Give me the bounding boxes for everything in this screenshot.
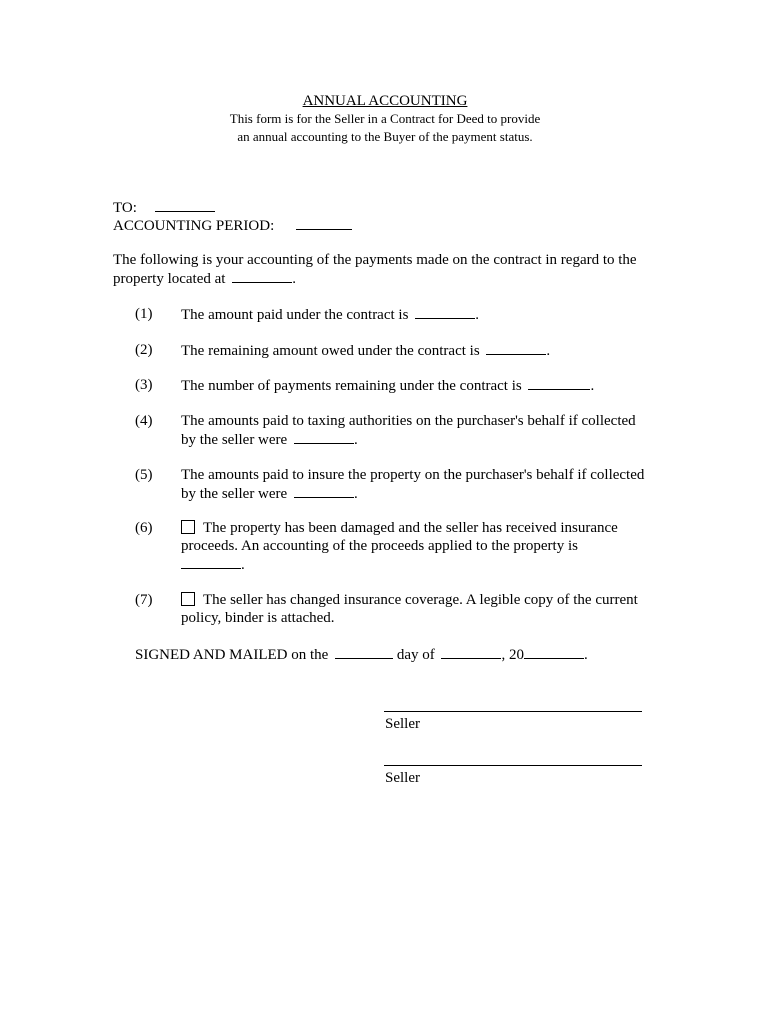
item-4-line-2 bbox=[181, 431, 358, 449]
taxes-paid-blank[interactable] bbox=[294, 431, 354, 444]
coverage-change-checkbox[interactable] bbox=[181, 592, 195, 606]
item-6-line-1-text: The property has been damaged and the seller has received insurance bbox=[203, 520, 618, 536]
proceeds-applied-blank[interactable] bbox=[181, 556, 241, 569]
item-3-number: (3) bbox=[135, 377, 153, 393]
damage-checkbox[interactable] bbox=[181, 520, 195, 534]
item-3 bbox=[181, 377, 594, 395]
intro-line-2-suffix: . bbox=[292, 271, 296, 287]
item-5-line-2 bbox=[181, 485, 358, 503]
seller-signature-line-2[interactable] bbox=[384, 765, 642, 766]
item-6-number: (6) bbox=[135, 520, 153, 536]
item-4-line-1: The amounts paid to taxing authorities on the purchaser's behalf if collected bbox=[181, 413, 636, 429]
item-2 bbox=[181, 342, 550, 360]
item-6-line-1 bbox=[181, 520, 618, 537]
day-of-label: day of bbox=[396, 647, 435, 663]
item-4-suffix: . bbox=[353, 432, 358, 448]
item-7-line-2: policy, binder is attached. bbox=[181, 610, 335, 626]
item-1-text: The amount paid under the contract is bbox=[181, 307, 409, 323]
to-label: TO: bbox=[113, 200, 137, 216]
amount-paid-blank[interactable] bbox=[415, 306, 475, 319]
item-3-suffix: . bbox=[590, 378, 595, 394]
signed-suffix: . bbox=[583, 647, 588, 663]
signed-mailed-line bbox=[135, 646, 588, 664]
signed-day-blank[interactable] bbox=[335, 646, 393, 659]
item-2-number: (2) bbox=[135, 342, 153, 358]
remaining-owed-blank[interactable] bbox=[486, 342, 546, 355]
insurance-paid-blank[interactable] bbox=[294, 485, 354, 498]
signed-year-blank[interactable] bbox=[524, 646, 584, 659]
payments-remaining-blank[interactable] bbox=[528, 377, 590, 390]
subtitle-line-1: This form is for the Seller in a Contract for Deed to provide bbox=[229, 111, 541, 126]
accounting-period-blank[interactable] bbox=[296, 217, 352, 230]
item-6-line-3 bbox=[181, 556, 245, 574]
seller-label-2: Seller bbox=[385, 770, 420, 786]
item-6-line-2: proceeds. An accounting of the proceeds applied to the property is bbox=[181, 538, 578, 554]
intro-line-2 bbox=[113, 270, 296, 288]
intro-line-2-prefix: property located at bbox=[113, 271, 226, 287]
item-5-number: (5) bbox=[135, 467, 153, 483]
item-2-suffix: . bbox=[546, 343, 551, 359]
item-3-text: The number of payments remaining under the contract is bbox=[181, 378, 522, 394]
accounting-period-label: ACCOUNTING PERIOD: bbox=[113, 218, 275, 234]
seller-label-1: Seller bbox=[385, 716, 420, 732]
accounting-period-field bbox=[113, 217, 352, 235]
item-1 bbox=[181, 306, 479, 324]
signed-mailed-prefix: SIGNED AND MAILED on the bbox=[135, 647, 329, 663]
to-field bbox=[113, 199, 215, 217]
item-6-suffix: . bbox=[241, 557, 245, 573]
item-2-text: The remaining amount owed under the contract is bbox=[181, 343, 480, 359]
year-prefix: , 20 bbox=[501, 647, 524, 663]
property-address-blank[interactable] bbox=[232, 270, 292, 283]
item-1-suffix: . bbox=[475, 307, 479, 323]
item-7-number: (7) bbox=[135, 592, 153, 608]
item-4-line-2-text: by the seller were bbox=[181, 432, 288, 448]
item-7-line-1 bbox=[181, 592, 638, 609]
item-5-line-1: The amounts paid to insure the property on the purchaser's behalf if collected bbox=[181, 467, 645, 483]
subtitle-line-2: an annual accounting to the Buyer of the payment status. bbox=[237, 129, 533, 144]
item-4-number: (4) bbox=[135, 413, 153, 429]
item-5-suffix: . bbox=[353, 486, 358, 502]
item-1-number: (1) bbox=[135, 306, 153, 322]
document-title: ANNUAL ACCOUNTING bbox=[302, 93, 468, 109]
item-5-line-2-text: by the seller were bbox=[181, 486, 288, 502]
seller-signature-line-1[interactable] bbox=[384, 711, 642, 712]
to-blank[interactable] bbox=[155, 199, 215, 212]
intro-line-1: The following is your accounting of the payments made on the contract in regard to the bbox=[113, 252, 637, 268]
signed-month-blank[interactable] bbox=[441, 646, 501, 659]
item-7-line-1-text: The seller has changed insurance coverage. A legible copy of the current bbox=[203, 592, 638, 608]
